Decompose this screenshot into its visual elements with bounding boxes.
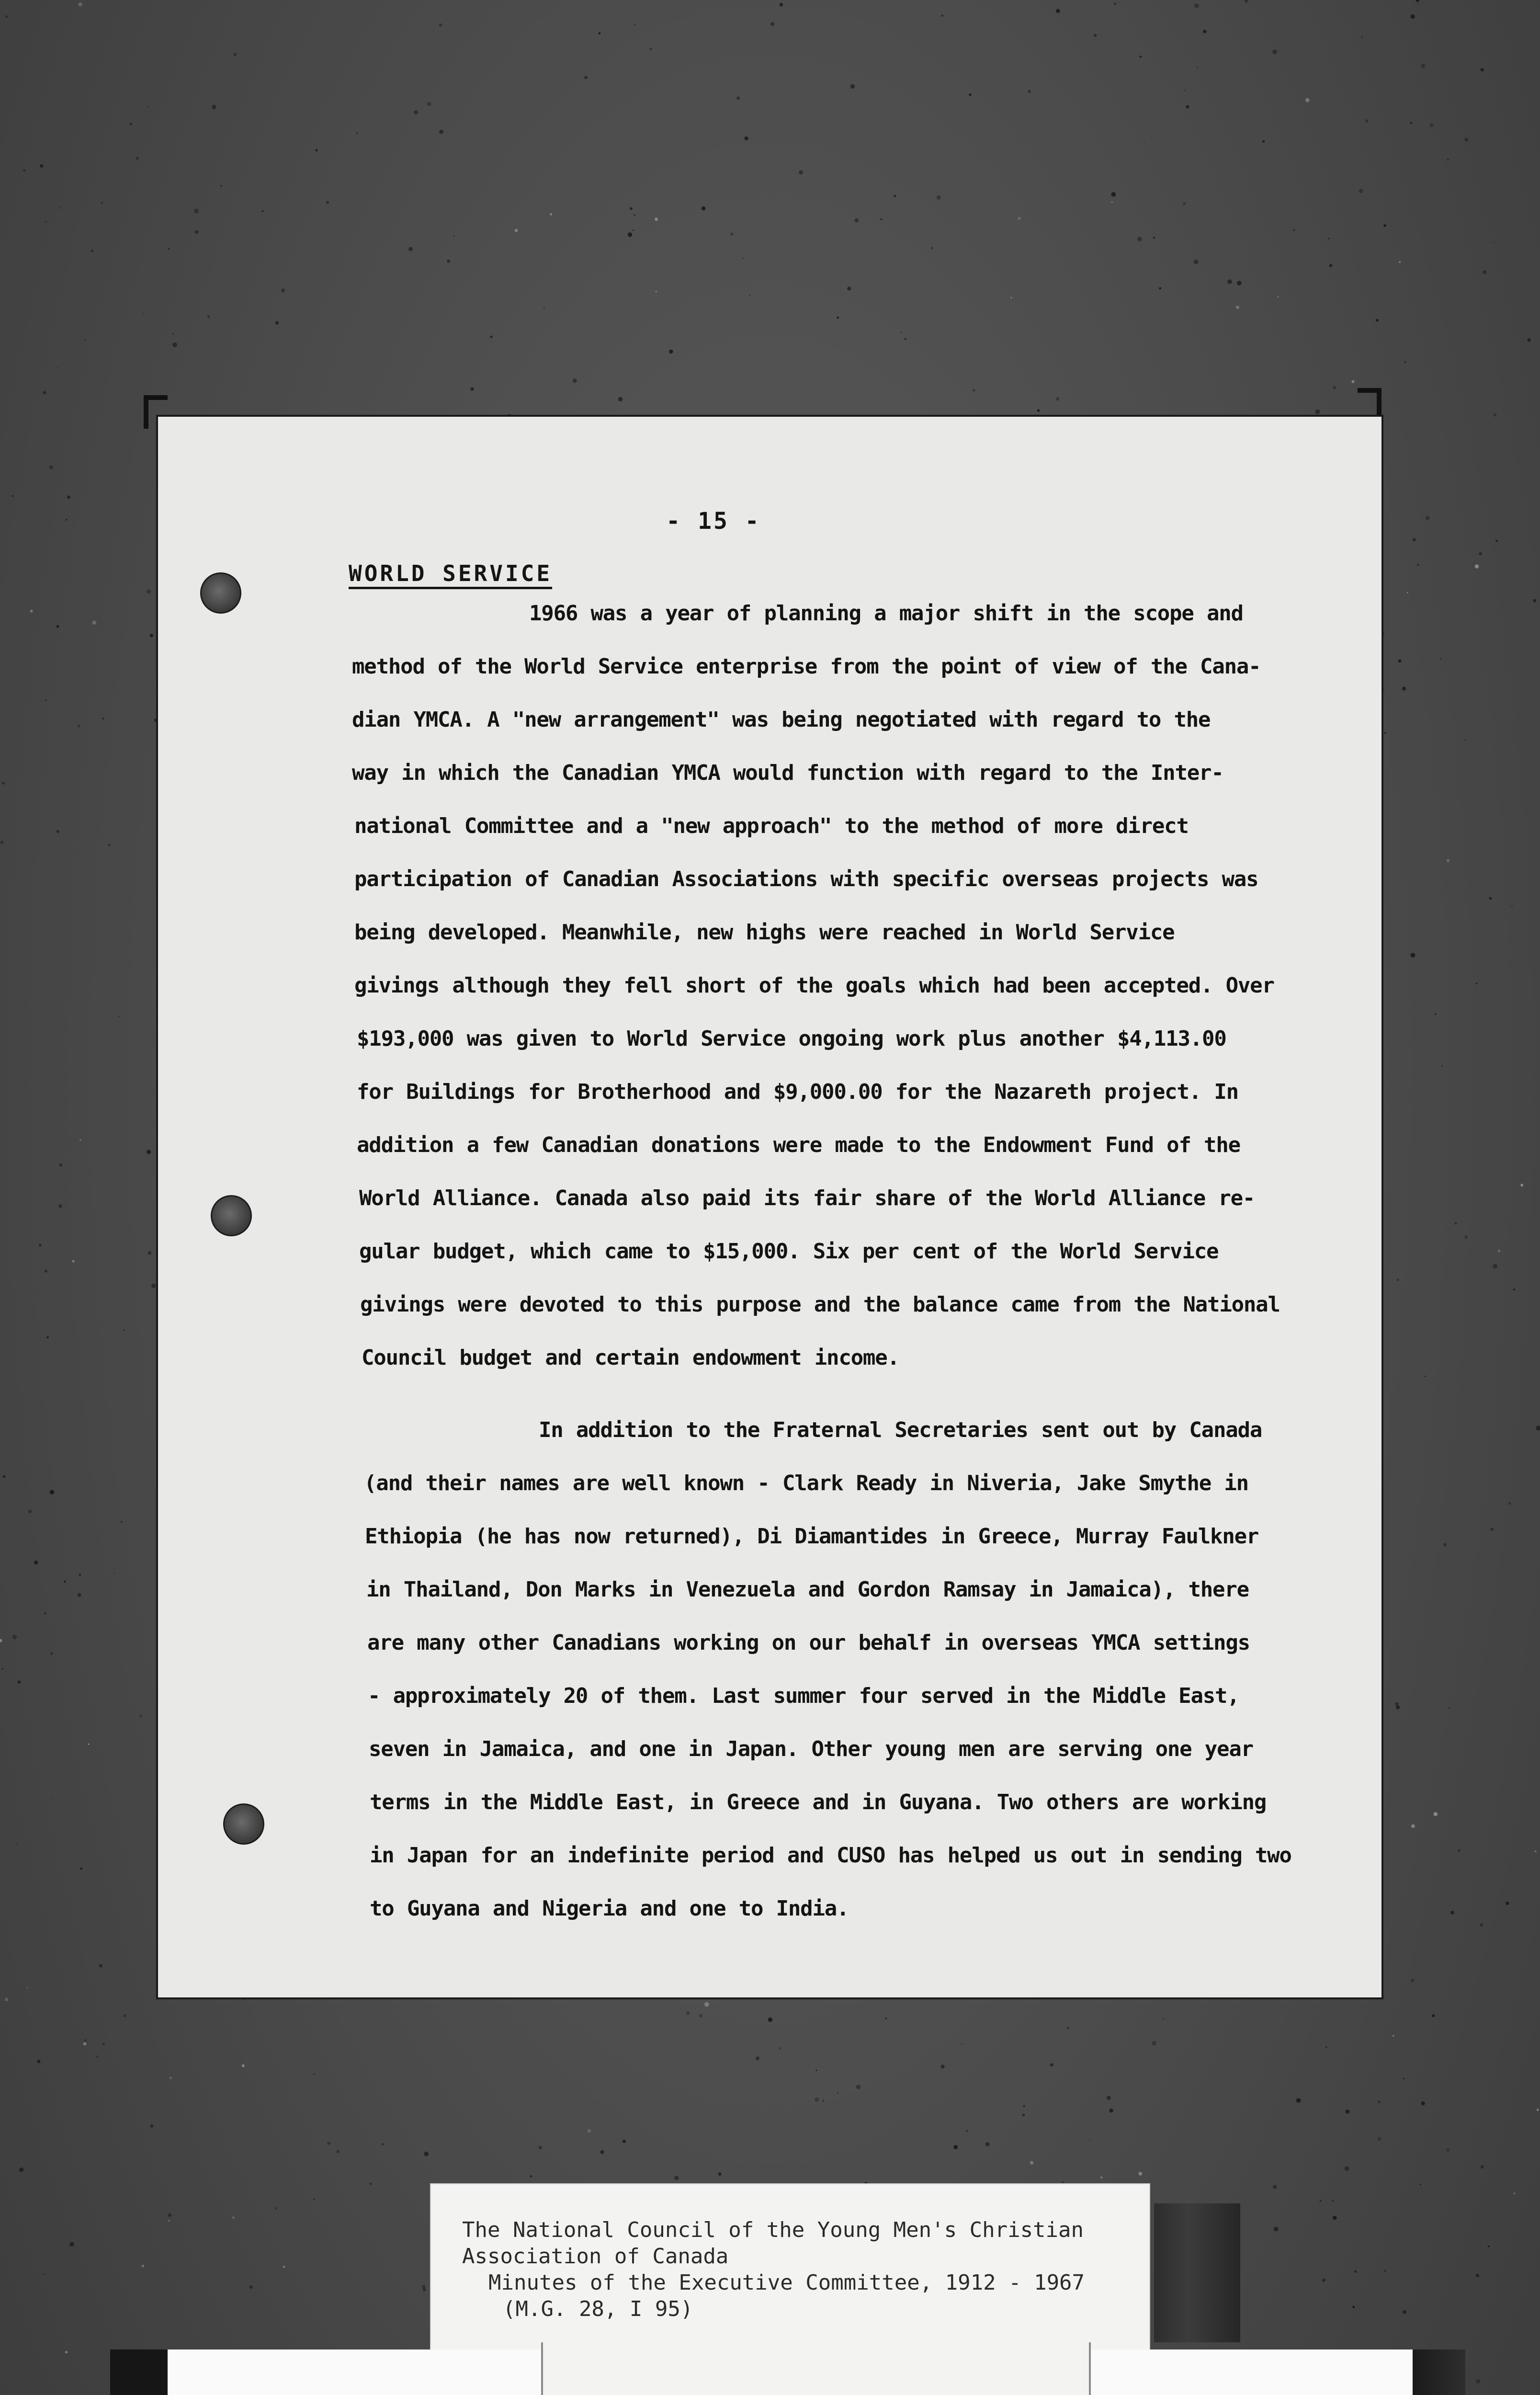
body-line: for Buildings for Brotherhood and $9,000.00 for the Nazareth project. In: [357, 1080, 1238, 1104]
body-line: way in which the Canadian YMCA would function with regard to the Inter-: [352, 761, 1223, 785]
body-line: $193,000 was given to World Service ongoing work plus another $4,113.00: [357, 1026, 1226, 1051]
body-line: In addition to the Fraternal Secretaries sent out by Canada: [539, 1418, 1262, 1442]
body-line: are many other Canadians working on our behalf in overseas YMCA settings: [367, 1631, 1250, 1655]
body-line: givings although they fell short of the goals which had been accepted. Over: [354, 973, 1274, 998]
body-line: gular budget, which came to $15,000. Six per cent of the World Service: [359, 1239, 1219, 1264]
body-line: addition a few Canadian donations were made to the Endowment Fund of the: [357, 1133, 1240, 1157]
body-line: World Alliance. Canada also paid its fair share of the World Alliance re-: [359, 1186, 1255, 1210]
body-line: dian YMCA. A "new arrangement" was being negotiated with regard to the: [352, 707, 1211, 732]
archives-board-edge: [1413, 2349, 1465, 2395]
punch-hole: [223, 1803, 264, 1845]
page-number: - 15 -: [666, 508, 761, 535]
body-line: - approximately 20 of them. Last summer four served in the Middle East,: [368, 1684, 1239, 1708]
catalogue-line: (M.G. 28, I 95): [503, 2297, 693, 2321]
body-line: Ethiopia (he has now returned), Di Diamantides in Greece, Murray Faulkner: [365, 1524, 1259, 1549]
body-line: givings were devoted to this purpose and the balance came from the National: [360, 1292, 1280, 1317]
body-line: national Committee and a "new approach" to the method of more direct: [354, 814, 1189, 838]
body-line: (and their names are well known - Clark Ready in Niveria, Jake Smythe in: [364, 1471, 1248, 1495]
section-heading: WORLD SERVICE: [349, 560, 553, 586]
body-line: seven in Jamaica, and one in Japan. Other young men are serving one year: [369, 1737, 1253, 1761]
body-line: being developed. Meanwhile, new highs were reached in World Service: [354, 920, 1175, 945]
punch-hole: [200, 572, 241, 614]
punch-hole: [211, 1195, 252, 1236]
catalogue-line: Association of Canada: [462, 2244, 729, 2269]
catalogue-line: The National Council of the Young Men's Christian: [462, 2218, 1084, 2242]
tape-strip: [1154, 2203, 1240, 2342]
body-line: 1966 was a year of planning a major shift in the scope and: [529, 601, 1243, 626]
body-line: in Japan for an indefinite period and CUSO has helped us out in sending two: [370, 1843, 1291, 1868]
body-line: terms in the Middle East, in Greece and in Guyana. Two others are working: [370, 1790, 1267, 1814]
body-line: to Guyana and Nigeria and one to India.: [370, 1896, 849, 1921]
catalogue-card-notch: [541, 2342, 1091, 2395]
body-line: method of the World Service enterprise from the point of view of the Cana-: [352, 654, 1261, 679]
body-line: participation of Canadian Associations with specific overseas projects was: [354, 867, 1258, 891]
catalogue-line: Minutes of the Executive Committee, 1912 - 1967: [488, 2270, 1085, 2295]
body-line: in Thailand, Don Marks in Venezuela and Gordon Ramsay in Jamaica), there: [366, 1577, 1249, 1602]
body-line: Council budget and certain endowment income.: [362, 1346, 899, 1370]
